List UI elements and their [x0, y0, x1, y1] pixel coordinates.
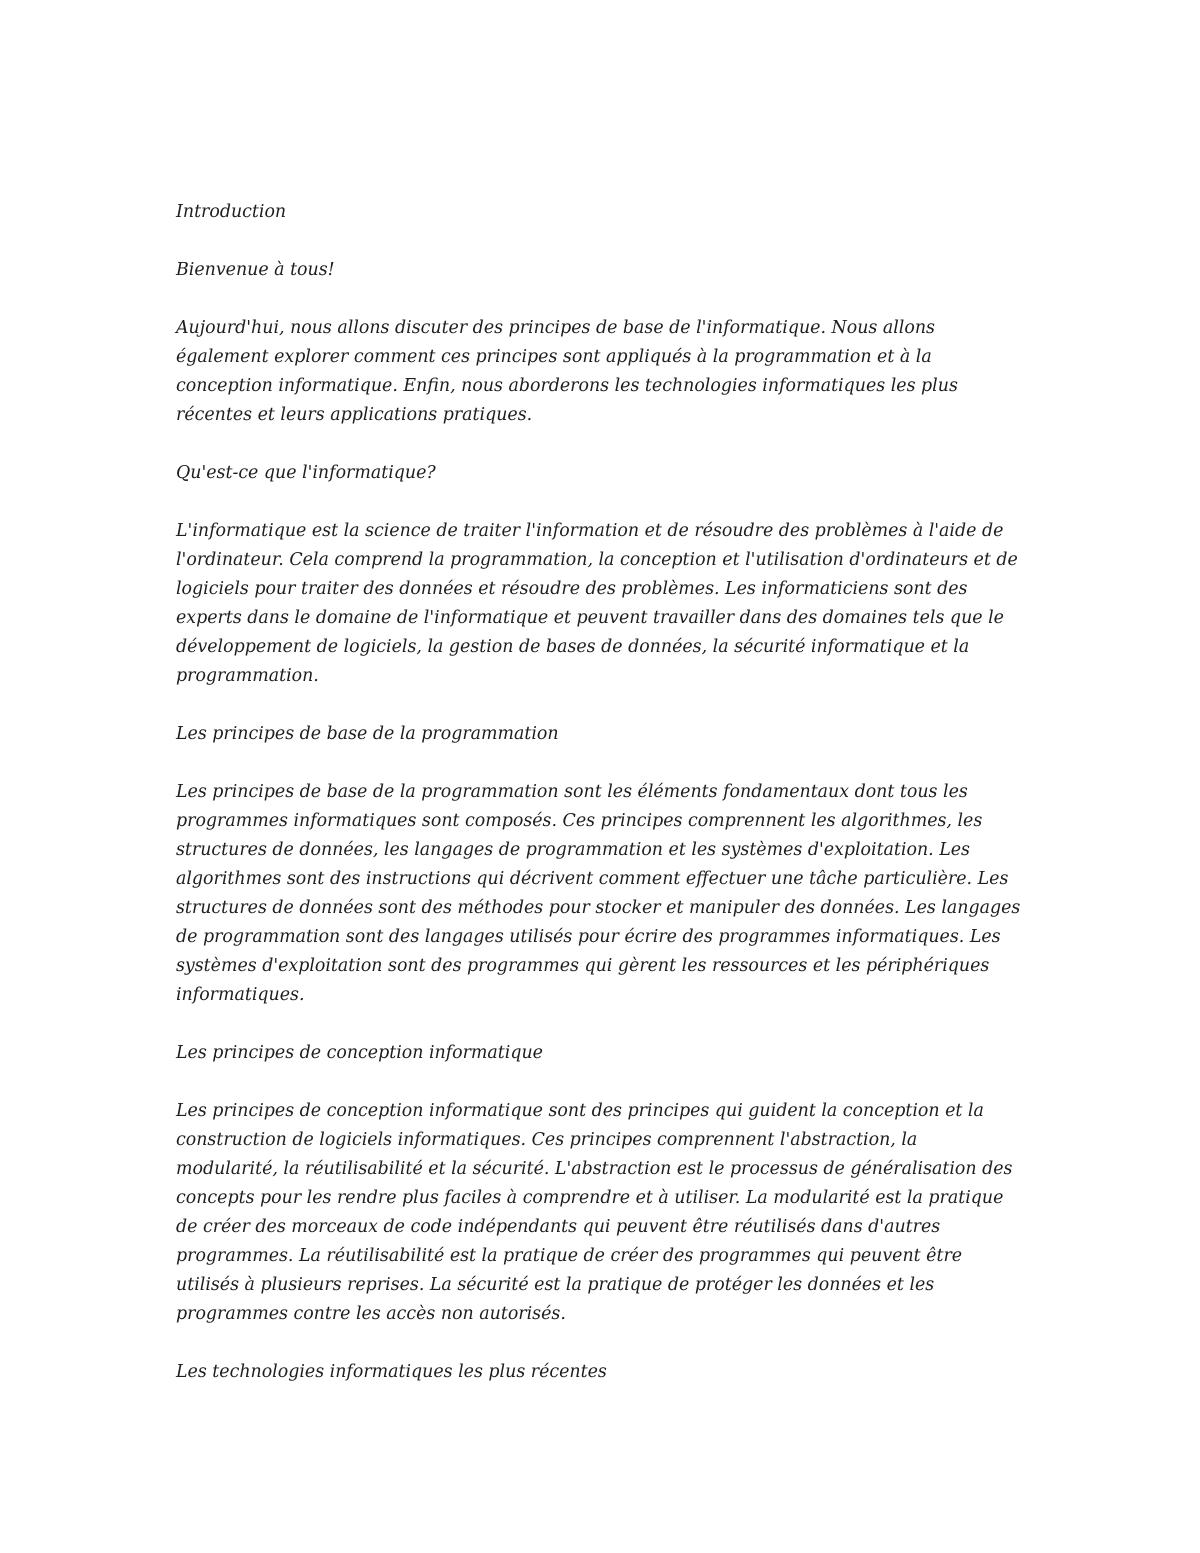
heading-recent-technologies: Les technologies informatiques les plus récentes	[176, 1362, 607, 1382]
heading-programming-principles: Les principes de base de la programmation	[176, 724, 559, 744]
design-principles-paragraph: Les principes de conception informatique sont des principes qui guident la conception et la construction de logiciels informatiques. Ces principes comprennent l'abstraction, la modularité, la réutilisabilité et la sécurité. L'abstraction est le processus de généralisation des concepts pour les rendre plus faciles à comprendre et à utiliser. La modularité est la pratique de créer des morceaux de code indépendants qui peuvent être réutilisés dans d'autres programmes. La réutilisabilité est la pratique de créer des programmes qui peuvent être utilisés à plusieurs reprises. La sécurité est la pratique de protéger les données et les programmes contre les accès non autorisés.	[176, 1101, 1013, 1324]
computing-definition-paragraph: L'informatique est la science de traiter l'information et de résoudre des problèmes à l'aide de l'ordinateur. Cela comprend la programmation, la conception et l'utilisation d'ordinateurs et de logiciels pour traiter des données et résoudre des problèmes. Les informaticiens sont des experts dans le domaine de l'informatique et peuvent travailler dans des domaines tels que le développement de logiciels, la gestion de bases de données, la sécurité informatique et la programmation.	[176, 521, 1018, 686]
intro-paragraph: Aujourd'hui, nous allons discuter des principes de base de l'informatique. Nous allons également explorer comment ces principes sont appliqués à la programmation et à la conception informatique. Enfin, nous aborderons les technologies informatiques les plus récentes et leurs applications pratiques.	[176, 318, 958, 425]
heading-what-is-computing: Qu'est-ce que l'informatique?	[176, 463, 436, 483]
document-body	[176, 198, 1022, 1416]
greeting-paragraph: Bienvenue à tous!	[176, 260, 335, 280]
heading-introduction: Introduction	[176, 202, 287, 222]
heading-design-principles: Les principes de conception informatique	[176, 1043, 543, 1063]
programming-principles-paragraph: Les principes de base de la programmation sont les éléments fondamentaux dont tous les programmes informatiques sont composés. Ces principes comprennent les algorithmes, les structures de données, les langages de programmation et les systèmes d'exploitation. Les algorithmes sont des instructions qui décrivent comment effectuer une tâche particulière. Les structures de données sont des méthodes pour stocker et manipuler des données. Les langages de programmation sont des langages utilisés pour écrire des programmes informatiques. Les systèmes d'exploitation sont des programmes qui gèrent les ressources et les périphériques informatiques.	[176, 782, 1021, 1005]
